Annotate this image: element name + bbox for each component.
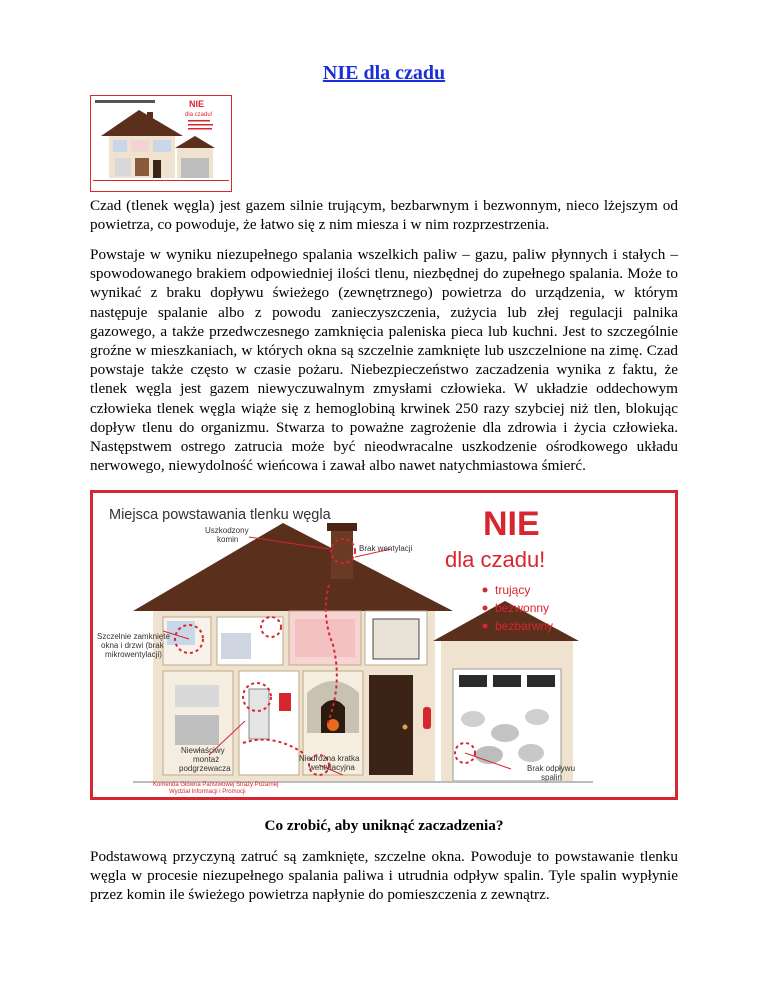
section-heading: Co zrobić, aby uniknąć zaczadzenia?: [264, 817, 504, 834]
infographic-heading: Miejsca powstawania tlenku węgla: [109, 507, 331, 523]
label-grate: wentylacyjna: [309, 763, 355, 772]
document-title: [0, 62, 768, 85]
label-heater: podgrzewacza: [179, 764, 231, 773]
bullet-item: bezwonny: [495, 601, 550, 615]
paragraph-prevention: Podstawową przyczyną zatruć są zamknięte, szczelne okna. Powoduje to powstawanie tlenku węgla w procesie niezupełnego spalania paliwa i utrudnia odpływ spalin. Tyle spalin wypłynie przez komin ile świeżego powietrza napłynie do pomieszczenia z zewnątrz.: [90, 848, 678, 904]
infographic-footer: Wydział Informacji i Promocji: [169, 789, 246, 795]
label-grate: Niedrożna kratka: [299, 754, 360, 763]
paragraph-causes: Powstaje w wyniku niezupełnego spalania wszelkich paliw – gazu, paliw płynnych i stałych – spowodowanego brakiem odpowiedniej ilości tlenu, niezbędnej do zupełnego spalania. Może to wynikać z braku dopływu świeżego (zewnętrznego) powietrza do urządzenia, w którym następuje spalanie albo z powodu zanieczyszczenia, zużycia lub złej regulacji palnika gazowego, a także przedwczesnego zamknięcia paleniska pieca lub kuchni. Jest to szczególnie groźne w mieszkaniach, w których okna są szczelnie zamknięte lub uszczelnione na zimę. Czad powstaje także często w czasie pożaru. Niebezpieczeństwo zaczadzenia wynika z faktu, że tlenek węgla jest gazem niewyczuwalnym zmysłami człowieka. W układzie oddechowym człowieka tlenek węgla wiąże się z hemoglobiną krwinek 250 razy szybciej niż tlen, blokując dopływ tlenu do organizmu. Stwarza to poważne zagrożenie dla zdrowia i życia człowieka. Następstwem ostrego zatrucia może być nieodwracalne uszkodzenie ośrodkowego układu nerwowego, niewydolność wieńcowa i zawał albo nawet natychmiastowa śmierć.: [90, 246, 678, 475]
label-windows: mikrowentylacji): [105, 650, 162, 659]
label-exhaust: spalin: [541, 773, 562, 782]
label-exhaust: Brak odpływu: [527, 764, 576, 773]
infographic-nie: NIE: [483, 505, 540, 543]
infographic-badge-sub: dla czadu!: [445, 547, 546, 572]
label-ventilation: Brak wentylacji: [359, 544, 413, 553]
paragraph-definition: Czad (tlenek węgla) jest gazem silnie trującym, bezbarwnym i bezwonnym, nieco lżejszym od powietrza, co powoduje, że łatwo się z nim miesza i w nim rozprzestrzenia.: [90, 197, 678, 234]
label-windows: okna i drzwi (brak: [101, 641, 164, 650]
label-windows: Szczelnie zamknięte: [97, 632, 170, 641]
bullet-item: trujący: [495, 583, 531, 597]
bullet-item: bezbarwny: [495, 619, 554, 633]
infographic-footer: Komenda Główna Państwowej Straży Pożarnej: [153, 782, 279, 788]
thumbnail-illustration: [91, 96, 231, 191]
thumbnail-nie: NIE: [189, 99, 205, 109]
infographic: [90, 490, 678, 800]
label-heater: montaż: [193, 755, 220, 764]
label-chimney: Uszkodzony: [205, 526, 249, 535]
infographic-thumbnail: [90, 95, 232, 192]
title-link[interactable]: NIE dla czadu: [322, 62, 446, 84]
label-heater: Niewłaściwy: [181, 746, 225, 755]
chimney: [331, 527, 353, 579]
house-illustration: [93, 493, 675, 797]
label-chimney: komin: [217, 535, 239, 544]
thumbnail-sub: dla czadu!: [185, 112, 213, 118]
